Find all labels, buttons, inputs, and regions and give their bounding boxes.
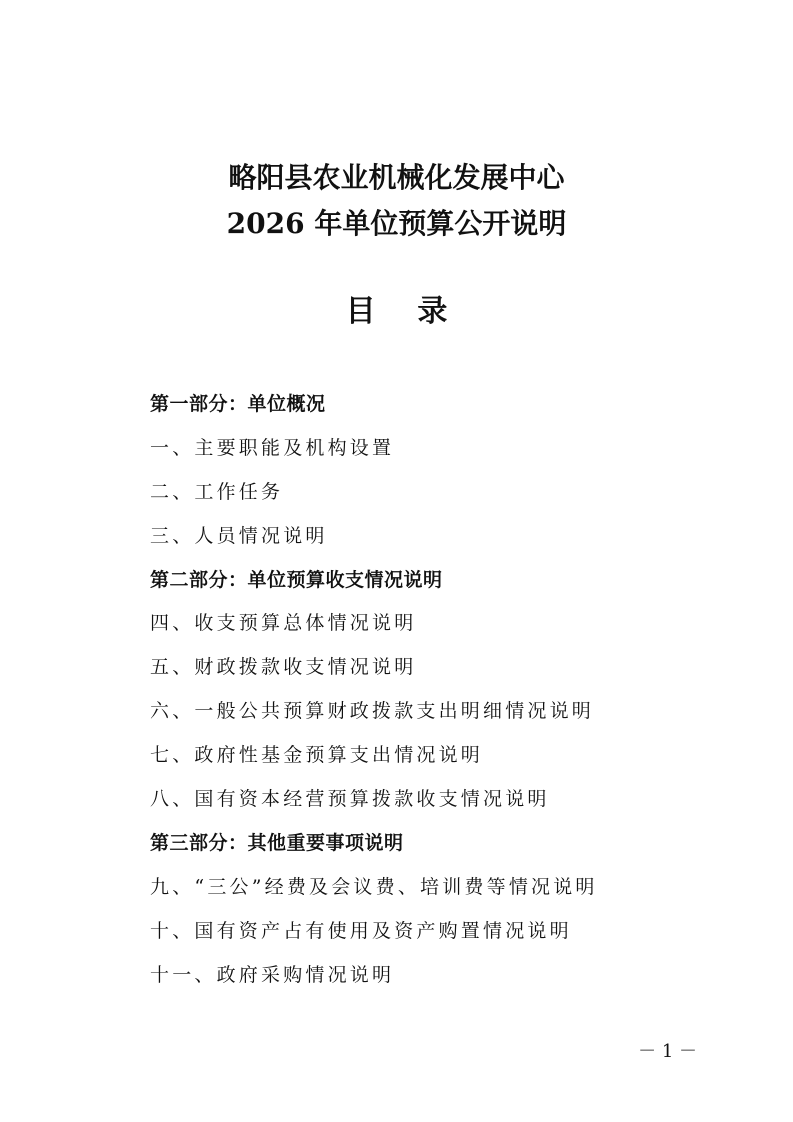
- toc-item-6: 六、一般公共预算财政拨款支出明细情况说明: [150, 700, 595, 722]
- toc-heading: 目 录: [345, 294, 448, 329]
- toc-item-9: 九、“三公”经费及会议费、培训费等情况说明: [150, 876, 598, 898]
- toc-item-10: 十、国有资产占有使用及资产购置情况说明: [150, 920, 572, 942]
- toc-part-1: 第一部分：单位概况: [150, 393, 326, 415]
- toc-item-11: 十一、政府采购情况说明: [150, 964, 395, 986]
- toc-item-2: 二、工作任务: [150, 481, 284, 503]
- page-number: － 1 －: [638, 1041, 697, 1062]
- toc-item-4: 四、收支预算总体情况说明: [150, 612, 417, 634]
- toc-item-1: 一、主要职能及机构设置: [150, 437, 395, 459]
- toc-part-2: 第二部分：单位预算收支情况说明: [150, 569, 443, 591]
- toc-item-5: 五、财政拨款收支情况说明: [150, 656, 417, 678]
- toc-item-3: 三、人员情况说明: [150, 525, 328, 547]
- document-title-line-1: 略阳县农业机械化发展中心: [228, 161, 565, 194]
- document-title-line-2: 2026 年单位预算公开说明: [226, 207, 567, 240]
- toc-part-3: 第三部分：其他重要事项说明: [150, 832, 404, 854]
- toc-item-7: 七、政府性基金预算支出情况说明: [150, 744, 484, 766]
- toc-item-8: 八、国有资本经营预算拨款收支情况说明: [150, 788, 550, 810]
